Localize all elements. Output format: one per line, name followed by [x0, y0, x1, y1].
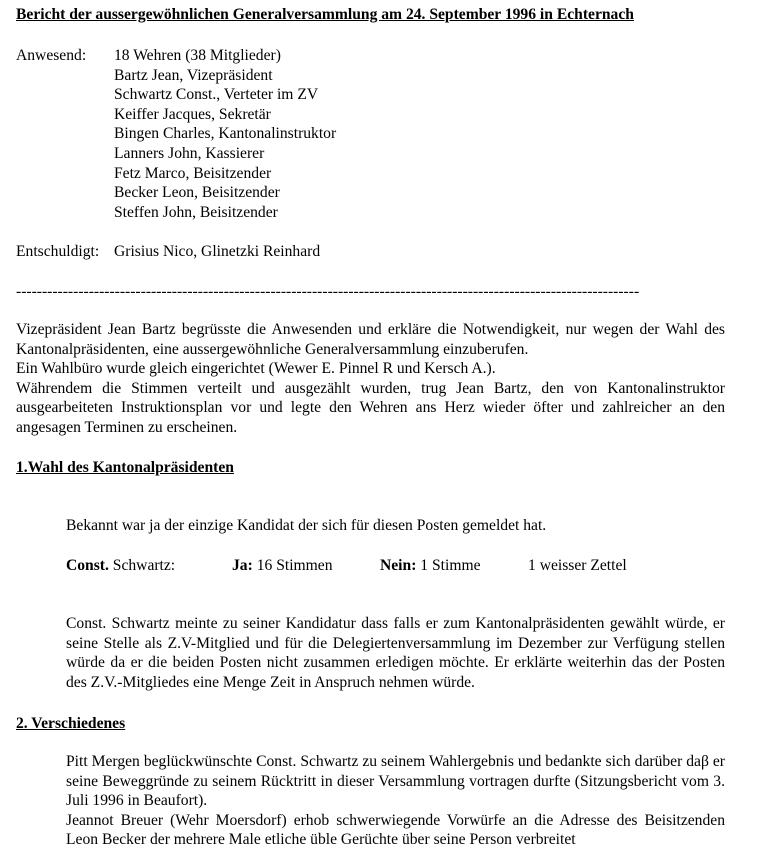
excused-names: Grisius Nico, Glinetzki Reinhard [114, 243, 321, 260]
misc-section [66, 752, 725, 850]
attendance-entry: Bingen Charles, Kantonalinstruktor [114, 125, 337, 143]
intro-paragraph: Währendem die Stimmen verteilt und ausgezählt wurden, trug Jean Bartz, den von Kantonalinstruktor ausgearbeiteten Instruktionsplan vor und legte den Wehren ans Herz wieder öfter und zahlreicher an den angesagen Terminen zu erscheinen. [16, 379, 725, 436]
attendance-entry: Schwartz Const., Verteter im ZV [114, 86, 319, 104]
vote-yes [232, 556, 333, 576]
misc-paragraph: Jeannot Breuer (Wehr Moersdorf) erhob schwerwiegende Vorwürfe an die Adresse des Beisitzenden Leon Becker der mehrere Male etliche üble Gerüchte über seine Person verbreitet [66, 811, 725, 849]
vote-blank: 1 weisser Zettel [528, 557, 627, 574]
vote-no-value: 1 Stimme [416, 557, 481, 574]
intro-paragraph: Ein Wahlbüro wurde gleich eingerichtet (Wewer E. Pinnel R und Kersch A.). [16, 360, 496, 378]
vote-candidate [66, 556, 175, 576]
attendance-label: Anwesend: [16, 47, 87, 64]
vote-yes-label: Ja: [232, 557, 253, 574]
intro-section [16, 320, 725, 438]
attendance-entry: Keiffer Jacques, Sekretär [114, 105, 271, 123]
candidate-note: Bekannt war ja der einzige Kandidat der sich für diesen Posten gemeldet hat. [66, 517, 547, 534]
vote-candidate-name: Schwartz: [108, 557, 176, 574]
attendance-entry: Bartz Jean, Vizepräsident [114, 66, 273, 84]
excused-line [16, 242, 320, 262]
section-heading: 1.Wahl des Kantonalpräsidenten [16, 459, 234, 476]
divider-line: ------------------------------------------------------------------------------------------------------------------------ [16, 283, 640, 300]
misc-paragraph: Pitt Mergen beglückwünschte Const. Schwartz zu seinem Wahlergebnis und bedankte sich darüber daβ er seine Beweggründe zu seinem Rücktritt in dieser Versammlung vortragen durfte (Sitzungsbericht vom 3. Juli 1996 in Beaufort). [66, 753, 725, 810]
vote-yes-value: 16 Stimmen [252, 557, 333, 574]
attendance-entry: 18 Wehren (38 Mitglieder) [114, 47, 281, 64]
attendance-entry: Lanners John, Kassierer [114, 144, 265, 162]
intro-paragraph: Vizepräsident Jean Bartz begrüsste die Anwesenden und erkläre die Notwendigkeit, nur wegen der Wahl des Kantonalpräsidenten, eine aussergewöhnliche Generalversammlung einzuberufen. [16, 321, 725, 358]
candidate-statement: Const. Schwartz meinte zu seiner Kandidatur dass falls er zum Kantonalpräsidenten gewählt würde, er seine Stelle als Z.V-Mitglied und für die Delegiertenversammlung im Dezember zur Verfügung stellen würde da er die beiden Posten nicht zusammen erledigen möchte. Er erklärte weiterhin das der Posten des Z.V.-Mitgliedes eine Menge Zeit in Anspruch nehmen würde. [66, 615, 725, 691]
attendance-list [114, 46, 336, 222]
report-title: Bericht der aussergewöhnlichen Generalversammlung am 24. September 1996 in Echternach [16, 6, 634, 23]
section-heading: 2. Verschiedenes [16, 715, 126, 732]
vote-no-label: Nein: [380, 557, 417, 574]
excused-label: Entschuldigt: [16, 243, 100, 260]
vote-no [380, 556, 481, 576]
attendance-entry: Fetz Marco, Beisitzender [114, 164, 272, 182]
attendance-entry: Steffen John, Beisitzender [114, 203, 278, 221]
vote-candidate-bold: Const. [66, 557, 109, 574]
attendance-entry: Becker Leon, Beisitzender [114, 184, 280, 202]
